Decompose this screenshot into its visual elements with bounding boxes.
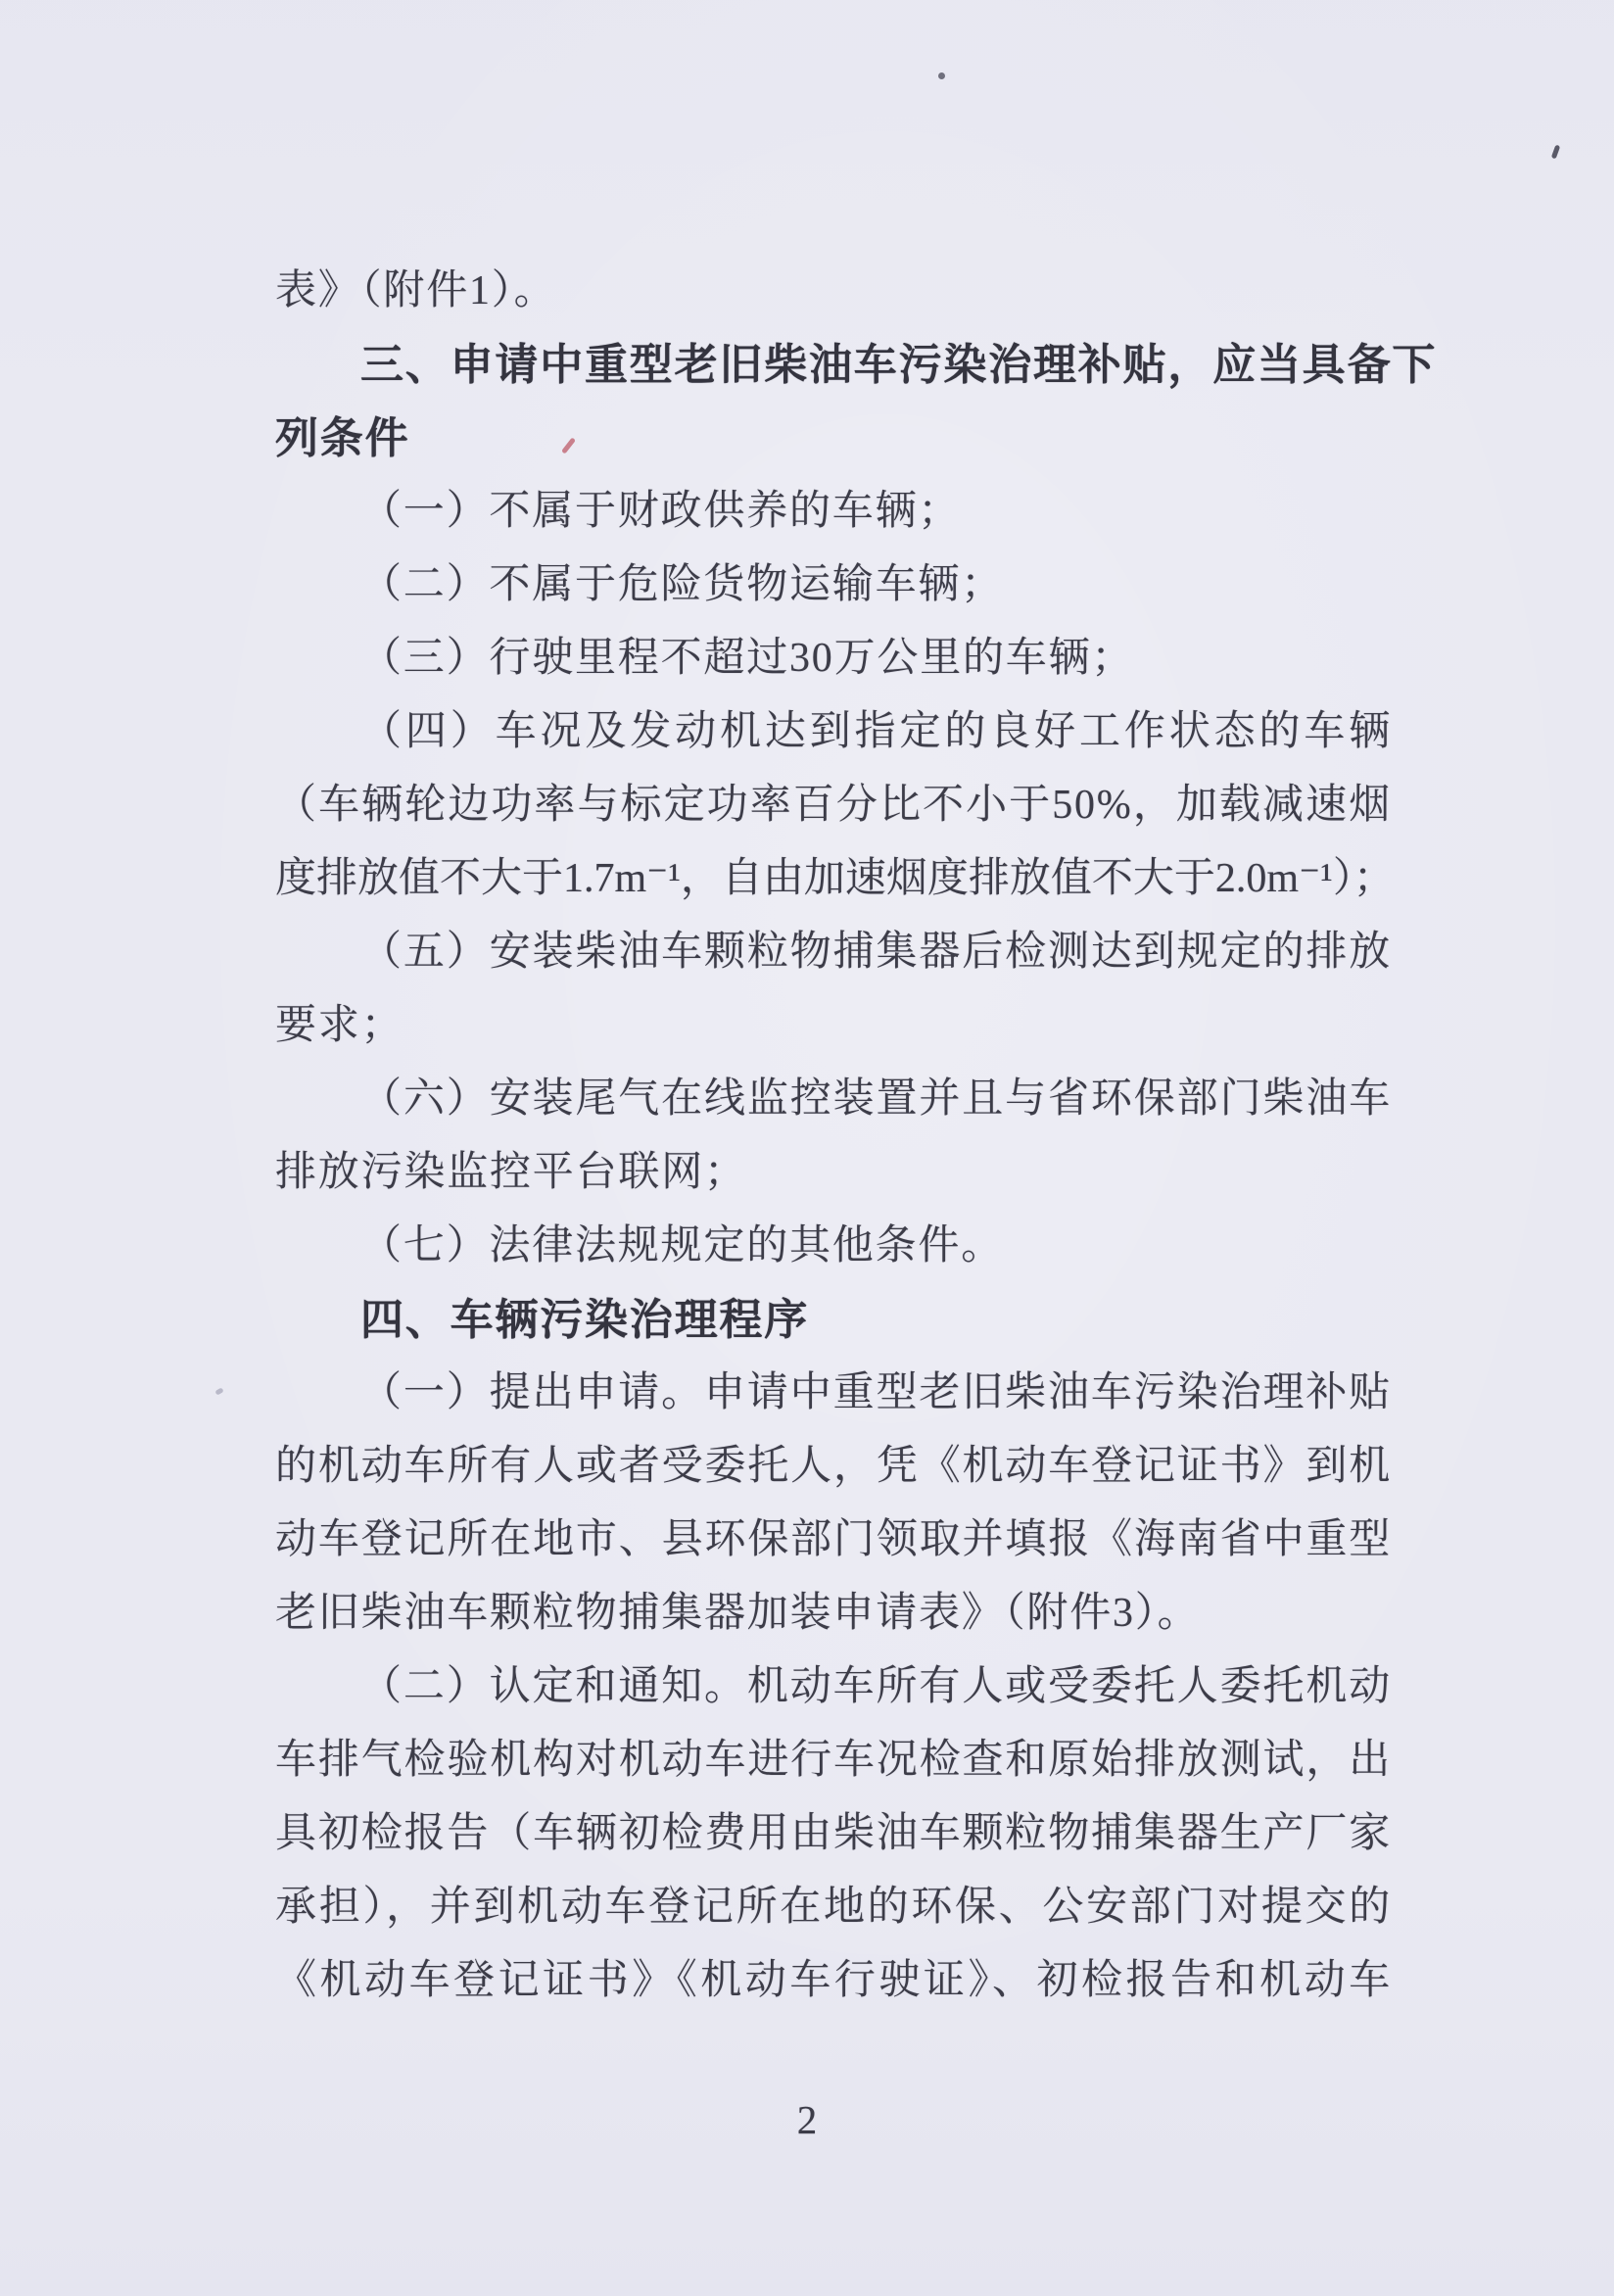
text-line: 排放污染监控平台联网； [275, 1150, 747, 1195]
text-line: （一）提出申请。申请中重型老旧柴油车污染治理补贴 [360, 1370, 1392, 1415]
text-line: （一）不属于财政供养的车辆； [360, 489, 962, 534]
text-line: 承担），并到机动车登记所在地的环保、公安部门对提交的 [275, 1885, 1392, 1930]
text-line: （四）车况及发动机达到指定的良好工作状态的车辆 [360, 709, 1392, 754]
text-line: （七）法律法规规定的其他条件。 [360, 1223, 1005, 1268]
document-body [275, 255, 1438, 2018]
pen-dot [1551, 145, 1560, 160]
text-line: （六）安装尾气在线监控装置并且与省环保部门柴油车 [360, 1076, 1392, 1122]
page-number: 2 [796, 2097, 818, 2142]
text-line: （二）认定和通知。机动车所有人或受委托人委托机动 [360, 1664, 1392, 1709]
dust-speck [938, 72, 945, 79]
text-line: （二）不属于危险货物运输车辆； [360, 562, 1005, 607]
text-line: 动车登记所在地市、县环保部门领取并填报《海南省中重型 [275, 1517, 1392, 1562]
faint-speck [214, 1387, 223, 1395]
text-line: 的机动车所有人或者受委托人，凭《机动车登记证书》到机 [275, 1444, 1392, 1489]
text-line: 《机动车登记证书》《机动车行驶证》、初检报告和机动车 [275, 1958, 1392, 2003]
heading-line: 三、申请中重型老旧柴油车污染治理补贴，应当具备下 [360, 341, 1438, 389]
heading-line: 四、车辆污染治理程序 [360, 1296, 809, 1344]
text-line: 表》（附件1）。 [275, 268, 557, 313]
text-line: 度排放值不大于1.7m⁻¹，自由加速烟度排放值不大于2.0m⁻¹）； [275, 856, 1395, 901]
text-line: 具初检报告（车辆初检费用由柴油车颗粒物捕集器生产厂家 [275, 1811, 1392, 1856]
text-line: 车排气检验机构对机动车进行车况检查和原始排放测试，出 [275, 1738, 1392, 1783]
heading-line: 列条件 [275, 414, 410, 462]
text-line: 老旧柴油车颗粒物捕集器加装申请表》（附件3）。 [275, 1591, 1201, 1636]
text-line: （五）安装柴油车颗粒物捕集器后检测达到规定的排放 [360, 930, 1392, 975]
text-line: 要求； [275, 1003, 404, 1048]
text-line: （车辆轮边功率与标定功率百分比不小于50%，加载减速烟 [275, 783, 1392, 828]
text-line: （三）行驶里程不超过30万公里的车辆； [360, 636, 1135, 681]
